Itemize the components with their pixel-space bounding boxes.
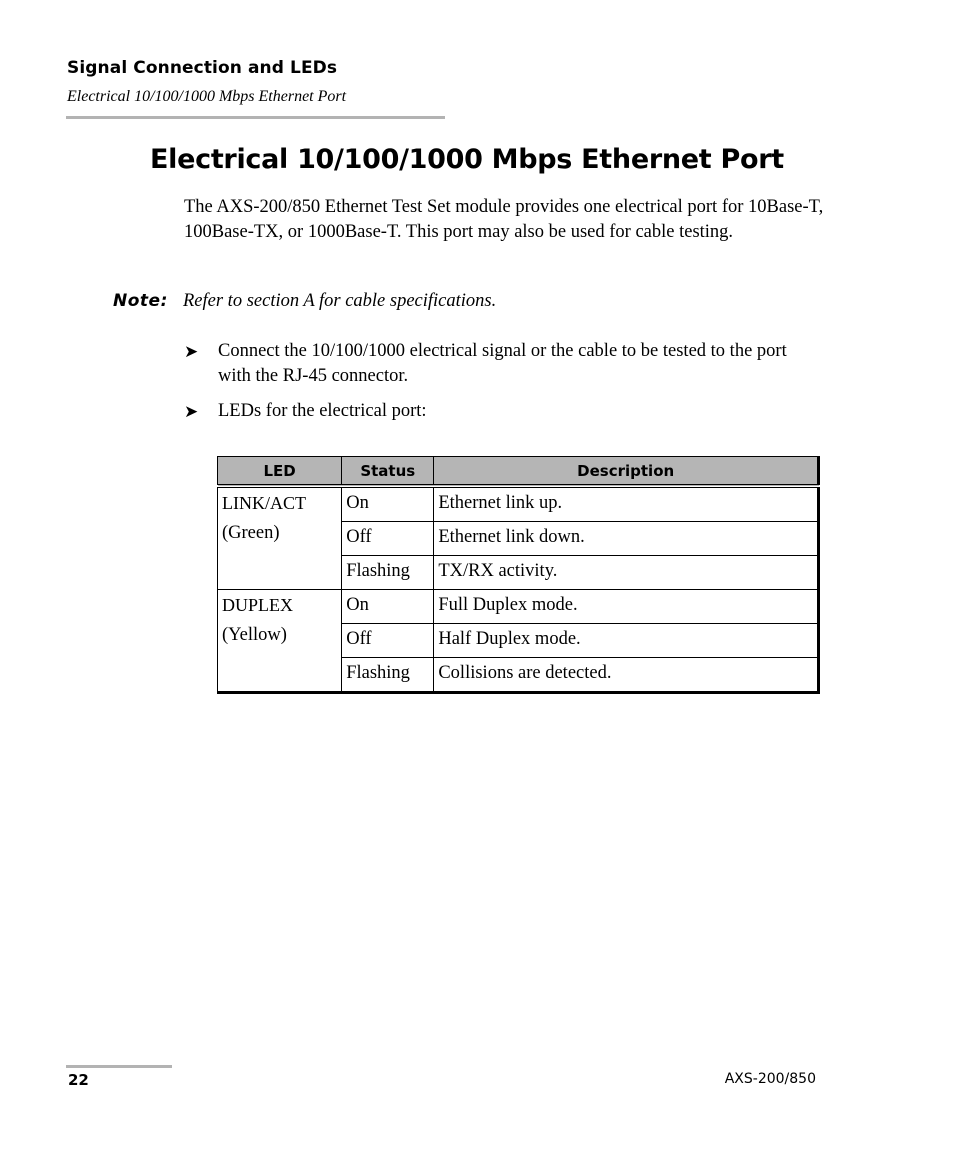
intro-paragraph: The AXS-200/850 Ethernet Test Set module provides one electrical port for 10Base-T, 100Base-TX, or 1000Base-T. This port may also be used for cable testing. bbox=[184, 197, 824, 242]
column-header-description: Description bbox=[434, 457, 819, 487]
table-row bbox=[218, 486, 819, 522]
led-table bbox=[217, 456, 820, 694]
description-cell: Full Duplex mode. bbox=[434, 590, 819, 624]
led-color: (Yellow) bbox=[222, 625, 287, 645]
table-row bbox=[218, 590, 819, 624]
arrow-bullet-icon: ➤ bbox=[184, 402, 199, 422]
status-cell: Off bbox=[342, 522, 434, 556]
note-label: Note: bbox=[113, 291, 168, 311]
column-header-status: Status bbox=[342, 457, 434, 487]
status-cell: Flashing bbox=[342, 556, 434, 590]
bullet-text: LEDs for the electrical port: bbox=[218, 401, 427, 421]
bullet-item bbox=[184, 339, 804, 388]
status-cell: On bbox=[342, 590, 434, 624]
product-name: AXS-200/850 bbox=[724, 1071, 816, 1087]
led-cell-duplex bbox=[218, 590, 342, 693]
page-title: Electrical 10/100/1000 Mbps Ethernet Port bbox=[150, 144, 784, 175]
led-cell-link-act bbox=[218, 486, 342, 590]
led-name: LINK/ACT bbox=[222, 493, 306, 513]
status-cell: Off bbox=[342, 624, 434, 658]
running-header-section: Signal Connection and LEDs bbox=[67, 58, 338, 78]
arrow-bullet-icon: ➤ bbox=[184, 342, 199, 362]
bullet-text: Connect the 10/100/1000 electrical signal or the cable to be tested to the port with the RJ-45 connector. bbox=[218, 341, 787, 386]
column-header-led: LED bbox=[218, 457, 342, 487]
description-cell: Collisions are detected. bbox=[434, 658, 819, 693]
bullet-item bbox=[184, 399, 804, 424]
led-color: (Green) bbox=[222, 523, 280, 543]
running-header-subsection: Electrical 10/100/1000 Mbps Ethernet Port bbox=[67, 88, 347, 105]
description-cell: Half Duplex mode. bbox=[434, 624, 819, 658]
page-number: 22 bbox=[68, 1071, 89, 1089]
header-rule bbox=[66, 116, 445, 119]
note-text: Refer to section A for cable specifications. bbox=[183, 291, 497, 311]
footer-rule bbox=[66, 1065, 172, 1068]
status-cell: Flashing bbox=[342, 658, 434, 693]
description-cell: Ethernet link down. bbox=[434, 522, 819, 556]
status-cell: On bbox=[342, 486, 434, 522]
led-name: DUPLEX bbox=[222, 595, 293, 615]
description-cell: TX/RX activity. bbox=[434, 556, 819, 590]
description-cell: Ethernet link up. bbox=[434, 486, 819, 522]
table-header-row bbox=[218, 457, 819, 487]
